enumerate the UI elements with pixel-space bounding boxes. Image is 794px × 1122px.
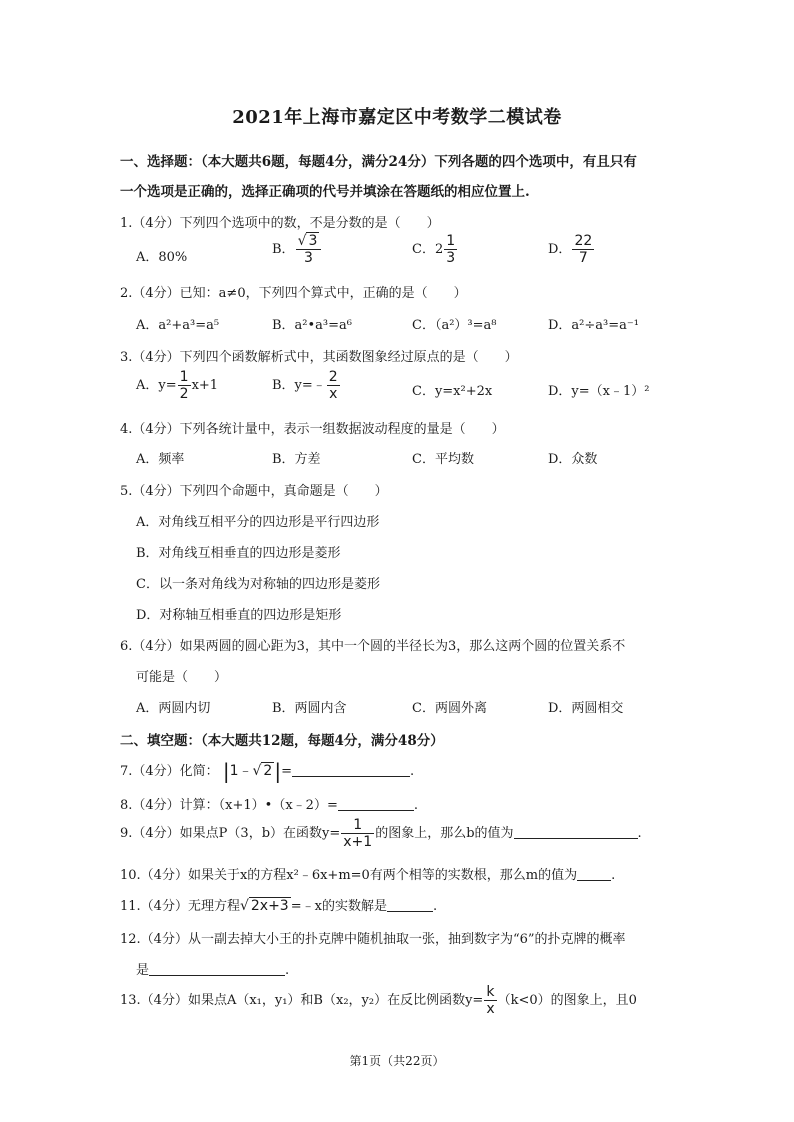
- question-5-stem: 5.（4分）下列四个命题中，真命题是（ ）: [120, 484, 388, 499]
- answer-blank[interactable]: [292, 762, 410, 777]
- section1-heading-line1: 一、选择题：（本大题共6题，每题4分，满分24分）下列各题的四个选项中，有且只有: [120, 154, 637, 170]
- question-2-option-a: A．a²+a³=a⁵: [136, 318, 220, 333]
- fraction: $\frac{k}{x}$: [486, 984, 495, 1017]
- question-5-option-a: A．对角线互相平分的四边形是平行四边形: [136, 515, 380, 530]
- question-2-stem: 2.（4分）已知：a≠0，下列四个算式中，正确的是（ ）: [120, 286, 467, 301]
- question-3-option-c: C．y=x²+2x: [412, 384, 493, 399]
- question-12-line1: 12.（4分）从一副去掉大小王的扑克牌中随机抽取一张，抽到数字为“6”的扑克牌的概率: [120, 932, 626, 947]
- question-4-option-c: C．平均数: [412, 452, 474, 467]
- sqrt-expression: √ 2x+3: [239, 898, 289, 914]
- question-3-option-a: A．y= $\frac{1}{2}$ x+1: [136, 369, 219, 402]
- question-12-line2: 是 .: [136, 963, 290, 978]
- question-2-option-d: D．a²÷a³=a⁻¹: [548, 318, 639, 333]
- absolute-bar-right: |: [274, 759, 282, 783]
- page-footer: 第1页（共22页）: [349, 1054, 445, 1068]
- question-2-option-c: C．（a²）³=a⁸: [412, 318, 497, 333]
- fraction: $\frac{22}{7}$: [574, 233, 593, 266]
- sqrt-expression: √ 2: [252, 763, 273, 779]
- answer-blank[interactable]: [149, 961, 285, 976]
- question-1-stem: 1.（4分）下列四个选项中的数，不是分数的是（ ）: [120, 216, 440, 231]
- question-2-option-b: B．a²•a³=a⁶: [272, 318, 352, 333]
- question-6-option-c: C．两圆外离: [412, 701, 487, 716]
- question-6-option-a: A．两圆内切: [136, 701, 211, 716]
- question-4-stem: 4.（4分）下列各统计量中，表示一组数据波动程度的量是（ ）: [120, 422, 505, 437]
- question-5-option-b: B．对角线互相垂直的四边形是菱形: [136, 546, 341, 561]
- section1-heading-line2: 一个选项是正确的，选择正确项的代号并填涂在答题纸的相应位置上.: [120, 184, 530, 200]
- absolute-bar-left: |: [222, 759, 230, 783]
- question-6-stem-line2: 可能是（ ）: [136, 670, 228, 685]
- question-1-option-d: D． $\frac{22}{7}$: [548, 233, 593, 266]
- question-6-option-b: B．两圆内含: [272, 701, 347, 716]
- question-10: 10.（4分）如果关于x的方程x²﹣6x+m=0有两个相等的实数根，那么m的值为 .: [120, 868, 616, 883]
- question-5-option-c: C．以一条对角线为对称轴的四边形是菱形: [136, 577, 380, 592]
- fraction: $\frac{1}{2}$: [179, 369, 189, 402]
- question-4-option-d: D．众数: [548, 452, 598, 467]
- question-11: 11.（4分）无理方程√ 2x+3 =﹣x的实数解是 .: [120, 898, 438, 914]
- question-7: 7.（4分）化简： |1﹣√ 2 |= .: [120, 759, 415, 783]
- question-3-stem: 3.（4分）下列四个函数解析式中，其函数图象经过原点的是（ ）: [120, 350, 518, 365]
- question-6-option-d: D．两圆相交: [548, 701, 624, 716]
- question-3-option-d: D．y=（x﹣1）²: [548, 384, 650, 399]
- question-1-option-a: A．80%: [136, 250, 188, 265]
- section2-heading: 二、填空题：（本大题共12题，每题4分，满分48分）: [120, 733, 444, 749]
- question-4-option-b: B．方差: [272, 452, 321, 467]
- question-1-option-b: B． $\frac{√ 3}{3}$: [272, 234, 322, 265]
- question-13: 13.（4分）如果点A（x₁，y₁）和B（x₂，y₂）在反比例函数y= $\frac{k}{x}$ （k<0）的图象上，且0: [120, 984, 637, 1017]
- question-6-stem-line1: 6.（4分）如果两圆的圆心距为3，其中一个圆的半径长为3，那么这两个圆的位置关系不: [120, 639, 626, 654]
- question-1-option-c: C．2 $\frac{1}{3}$: [412, 233, 456, 266]
- answer-blank[interactable]: [338, 796, 414, 811]
- sqrt-fraction: $\frac{√ 3}{3}$: [296, 234, 322, 265]
- answer-blank[interactable]: [514, 824, 638, 839]
- fraction: $\frac{1}{x+1}$: [343, 817, 373, 850]
- question-5-option-d: D．对称轴互相垂直的四边形是矩形: [136, 608, 342, 623]
- fraction: $\frac{2}{x}$: [328, 369, 338, 402]
- answer-blank[interactable]: [387, 897, 433, 912]
- answer-blank[interactable]: [577, 866, 611, 881]
- question-8: 8.（4分）计算：（x+1）•（x﹣2）= .: [120, 798, 418, 813]
- mixed-fraction: $\frac{1}{3}$: [446, 233, 456, 266]
- page-title: 2021年上海市嘉定区中考数学二模试卷: [232, 107, 562, 128]
- question-3-option-b: B．y=﹣ $\frac{2}{x}$: [272, 369, 338, 402]
- question-9: 9.（4分）如果点P（3，b）在函数y= $\frac{1}{x+1}$ 的图象上，那么b的值为 .: [120, 817, 642, 850]
- question-4-option-a: A．频率: [136, 452, 185, 467]
